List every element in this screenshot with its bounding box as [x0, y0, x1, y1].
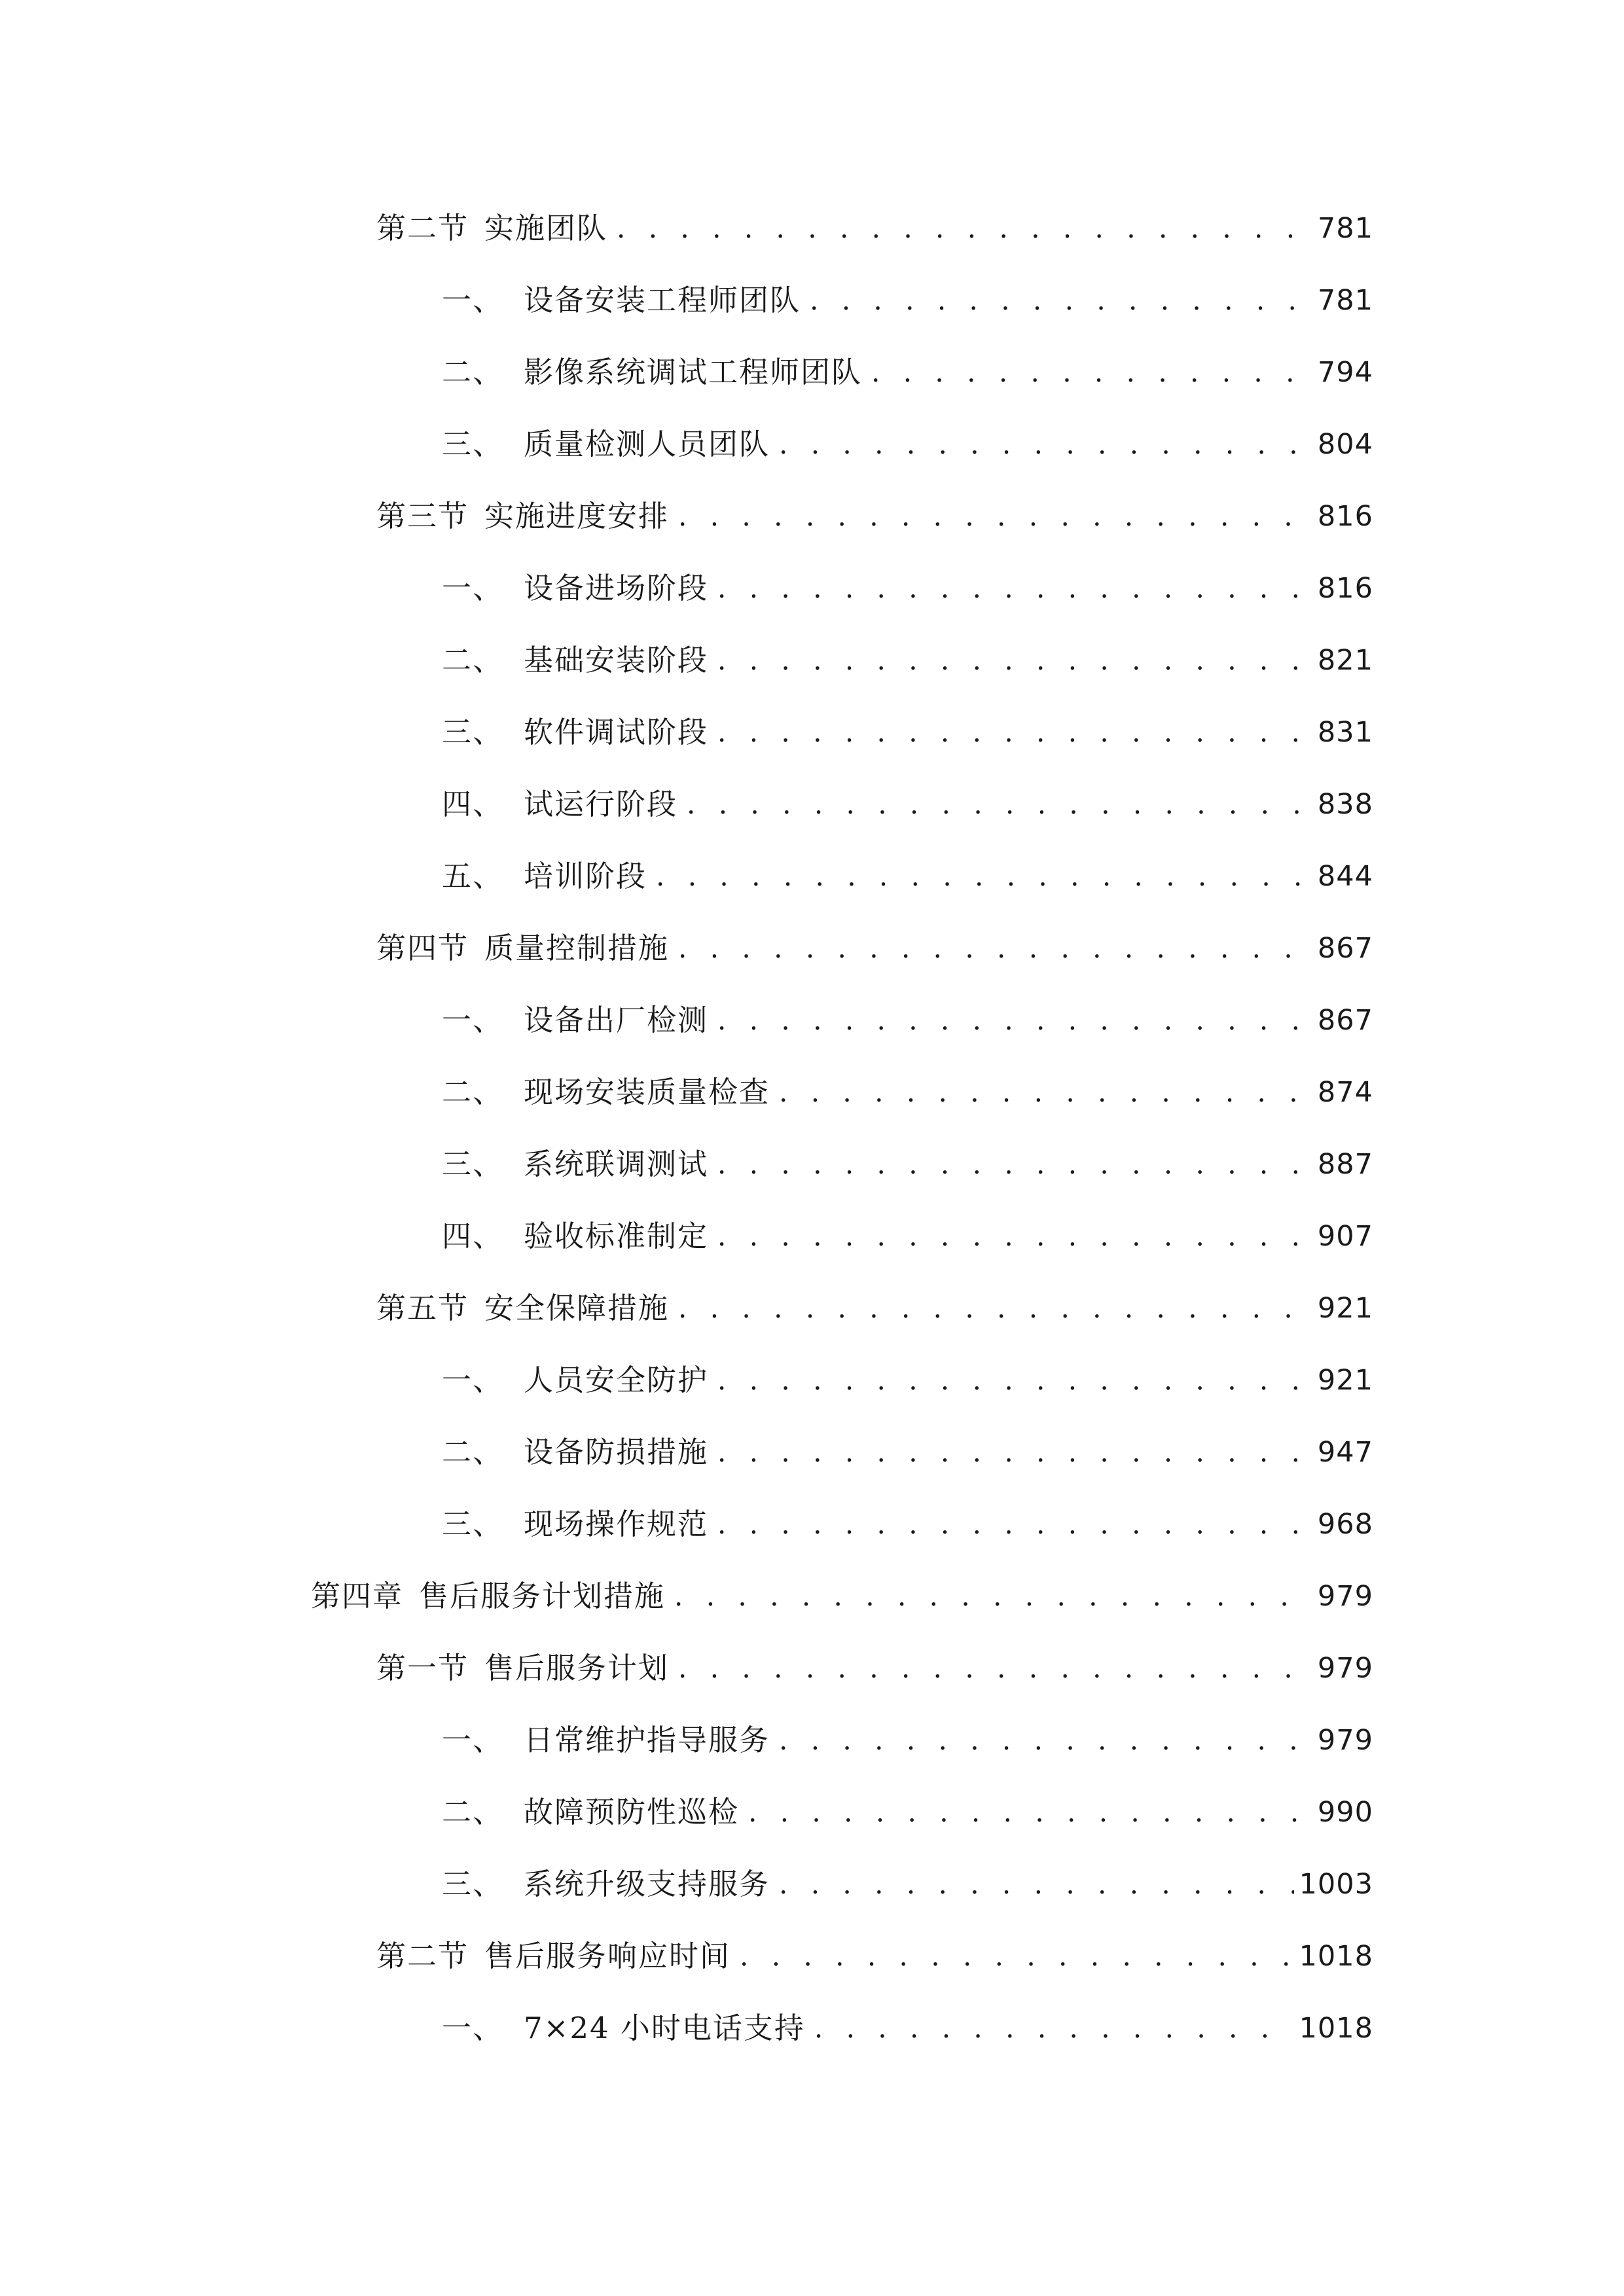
dot-leader — [871, 346, 1312, 399]
dot-leader — [678, 922, 1312, 975]
toc-entry-title: 试运行阶段 — [524, 787, 678, 821]
toc-entry-number: 三、 — [442, 427, 504, 461]
toc-entry-number: 三、 — [442, 1507, 504, 1541]
dot-leader — [717, 634, 1312, 687]
toc-entry-title: 现场操作规范 — [524, 1507, 709, 1541]
dot-leader — [678, 490, 1312, 543]
toc-entry-page-number: 968 — [1317, 1508, 1373, 1541]
toc-entry[interactable] — [442, 634, 1373, 687]
toc-entry-page-number: 781 — [1317, 284, 1373, 317]
toc-entry[interactable] — [442, 346, 1373, 399]
toc-entry-title: 售后服务计划措施 — [419, 1579, 666, 1613]
toc-entry-page-number: 887 — [1317, 1148, 1373, 1181]
toc-entry[interactable] — [376, 1642, 1373, 1695]
dot-leader — [779, 418, 1312, 471]
dot-leader — [779, 1714, 1312, 1767]
toc-entry-number: 三、 — [442, 1147, 504, 1181]
toc-entry-title: 影像系统调试工程师团队 — [524, 355, 863, 389]
toc-entry-number: 一、 — [442, 1723, 504, 1757]
toc-entry-label — [442, 994, 708, 1047]
dot-leader — [617, 202, 1312, 255]
toc-entry-label — [442, 706, 708, 759]
dot-leader — [717, 1426, 1312, 1479]
dot-leader — [717, 706, 1312, 759]
toc-entry[interactable] — [442, 1066, 1373, 1119]
dot-leader — [717, 1210, 1312, 1263]
dot-leader — [717, 1498, 1312, 1551]
toc-entry-number: 一、 — [442, 2011, 504, 2045]
toc-entry[interactable] — [442, 274, 1373, 327]
toc-entry-label — [442, 634, 708, 687]
toc-entry-title: 设备出厂检测 — [524, 1003, 709, 1037]
toc-entry-label — [376, 922, 669, 975]
toc-entry-page-number: 979 — [1317, 1580, 1373, 1613]
toc-entry-label — [442, 1138, 708, 1191]
toc-entry[interactable] — [442, 1426, 1373, 1479]
toc-entry-page-number: 921 — [1317, 1292, 1373, 1325]
dot-leader — [656, 850, 1312, 903]
dot-leader — [687, 778, 1312, 831]
toc-entry-title: 设备安装工程师团队 — [524, 283, 801, 317]
toc-entry-page-number: 816 — [1317, 572, 1373, 605]
dot-leader — [674, 1570, 1312, 1623]
dot-leader — [717, 1354, 1312, 1407]
toc-entry-page-number: 804 — [1317, 428, 1373, 461]
toc-entry-title: 设备进场阶段 — [524, 571, 709, 605]
toc-entry[interactable] — [442, 1354, 1373, 1407]
toc-entry-page-number: 1003 — [1299, 1868, 1373, 1901]
dot-leader — [779, 1858, 1294, 1910]
toc-entry-title: 基础安装阶段 — [524, 643, 709, 677]
toc-entry-label — [442, 1858, 770, 1910]
toc-entry-number: 五、 — [442, 859, 504, 893]
toc-entry-label — [376, 1282, 669, 1335]
toc-entry-title: 实施进度安排 — [484, 499, 670, 533]
toc-entry[interactable] — [376, 1282, 1373, 1335]
toc-entry-label — [442, 1354, 708, 1407]
toc-entry-label — [442, 2002, 805, 2054]
toc-entry-number: 一、 — [442, 1363, 504, 1397]
toc-entry-label — [376, 202, 607, 255]
toc-entry-label — [442, 850, 647, 903]
toc-entry-title: 质量控制措施 — [484, 931, 670, 965]
toc-entry-title: 7×24 小时电话支持 — [524, 2011, 805, 2045]
toc-entry[interactable] — [442, 778, 1373, 831]
toc-entry-label — [442, 418, 770, 471]
toc-entry-number: 第二节 — [376, 211, 469, 245]
toc-entry[interactable] — [442, 1714, 1373, 1767]
toc-entry-page-number: 1018 — [1299, 2012, 1373, 2045]
toc-entry-page-number: 979 — [1317, 1652, 1373, 1685]
toc-entry-page-number: 794 — [1317, 356, 1373, 389]
toc-entry-title: 人员安全防护 — [524, 1363, 709, 1397]
toc-entry-page-number: 979 — [1317, 1724, 1373, 1757]
toc-entry-page-number: 907 — [1317, 1220, 1373, 1253]
toc-entry-title: 质量检测人员团队 — [524, 427, 770, 461]
dot-leader — [717, 994, 1312, 1047]
toc-entry-title: 培训阶段 — [524, 859, 647, 893]
toc-entry-title: 软件调试阶段 — [524, 715, 709, 749]
dot-leader — [717, 562, 1312, 615]
toc-entry-label — [442, 1786, 739, 1839]
toc-entry[interactable] — [442, 1786, 1373, 1839]
dot-leader — [678, 1642, 1312, 1695]
toc-entry-label — [376, 1930, 731, 1982]
toc-entry-label — [442, 274, 801, 327]
toc-entry-label — [442, 1066, 770, 1119]
toc-entry-title: 售后服务响应时间 — [484, 1939, 731, 1973]
toc-entry-page-number: 1018 — [1299, 1940, 1373, 1973]
toc-entry-title: 设备防损措施 — [524, 1435, 709, 1469]
toc-entry-title: 售后服务计划 — [484, 1651, 670, 1685]
toc-entry-title: 验收标准制定 — [524, 1219, 709, 1253]
toc-entry-label — [442, 1426, 708, 1479]
toc-entry-number: 二、 — [442, 643, 504, 677]
dot-leader — [678, 1282, 1312, 1335]
toc-entry-label — [311, 1570, 665, 1623]
toc-entry-number: 一、 — [442, 571, 504, 605]
toc-entry-number: 三、 — [442, 1867, 504, 1901]
toc-entry-title: 系统升级支持服务 — [524, 1867, 770, 1901]
dot-leader — [810, 274, 1312, 327]
toc-entry-page-number: 867 — [1317, 932, 1373, 965]
toc-entry-page-number: 844 — [1317, 860, 1373, 893]
toc-entry-label — [442, 1498, 708, 1551]
toc-entry-number: 第一节 — [376, 1651, 469, 1685]
toc-entry[interactable] — [442, 1498, 1373, 1551]
toc-entry-title: 实施团队 — [484, 211, 608, 245]
toc-entry-number: 第二节 — [376, 1939, 469, 1973]
toc-entry[interactable] — [442, 562, 1373, 615]
toc-entry-title: 日常维护指导服务 — [524, 1723, 770, 1757]
toc-entry-number: 二、 — [442, 1795, 504, 1829]
toc-entry[interactable] — [442, 850, 1373, 903]
toc-entry-number: 一、 — [442, 283, 504, 317]
toc-entry-page-number: 947 — [1317, 1436, 1373, 1469]
toc-entry[interactable] — [442, 1858, 1373, 1910]
toc-entry-number: 第四节 — [376, 931, 469, 965]
toc-entry[interactable] — [376, 490, 1373, 543]
dot-leader — [779, 1066, 1312, 1119]
toc-entry-label — [376, 490, 669, 543]
dot-leader — [717, 1138, 1312, 1191]
toc-entry[interactable] — [442, 1210, 1373, 1263]
toc-entry-label — [376, 1642, 669, 1695]
toc-entry-page-number: 874 — [1317, 1076, 1373, 1109]
toc-entry-number: 二、 — [442, 1435, 504, 1469]
toc-entry-label — [442, 346, 862, 399]
toc-entry-page-number: 816 — [1317, 500, 1373, 533]
dot-leader — [814, 2002, 1294, 2054]
toc-entry-title: 现场安装质量检查 — [524, 1075, 770, 1109]
toc-entry-number: 四、 — [442, 1219, 504, 1253]
toc-entry-label — [442, 778, 677, 831]
toc-entry-number: 一、 — [442, 1003, 504, 1037]
toc-entry-number: 第三节 — [376, 499, 469, 533]
toc-entry-number: 第五节 — [376, 1291, 469, 1325]
toc-entry-label — [442, 1210, 708, 1263]
toc-entry-page-number: 867 — [1317, 1004, 1373, 1037]
toc-entry-page-number: 921 — [1317, 1364, 1373, 1397]
dot-leader — [748, 1786, 1312, 1839]
toc-entry-title: 故障预防性巡检 — [524, 1795, 740, 1829]
toc-entry[interactable] — [442, 418, 1373, 471]
toc-entry[interactable] — [376, 202, 1373, 255]
toc-entry[interactable] — [442, 706, 1373, 759]
toc-entry-page-number: 990 — [1317, 1796, 1373, 1829]
toc-entry-number: 第四章 — [311, 1579, 404, 1613]
toc-entry-title: 系统联调测试 — [524, 1147, 709, 1181]
toc-entry[interactable] — [442, 2002, 1373, 2054]
dot-leader — [740, 1930, 1294, 1982]
toc-entry[interactable] — [376, 922, 1373, 975]
toc-entry[interactable] — [376, 1930, 1373, 1982]
toc-entry-number: 四、 — [442, 787, 504, 821]
toc-entry-label — [442, 1714, 770, 1767]
toc-entry[interactable] — [442, 994, 1373, 1047]
toc-entry-page-number: 838 — [1317, 788, 1373, 821]
toc-entry-page-number: 781 — [1317, 212, 1373, 245]
toc-entry-number: 三、 — [442, 715, 504, 749]
toc-entry-number: 二、 — [442, 1075, 504, 1109]
toc-entry-number: 二、 — [442, 355, 504, 389]
toc-entry-title: 安全保障措施 — [484, 1291, 670, 1325]
toc-entry[interactable] — [311, 1570, 1373, 1623]
toc-entry-page-number: 831 — [1317, 716, 1373, 749]
toc-entry[interactable] — [442, 1138, 1373, 1191]
toc-entry-label — [442, 562, 708, 615]
toc-entry-page-number: 821 — [1317, 644, 1373, 677]
